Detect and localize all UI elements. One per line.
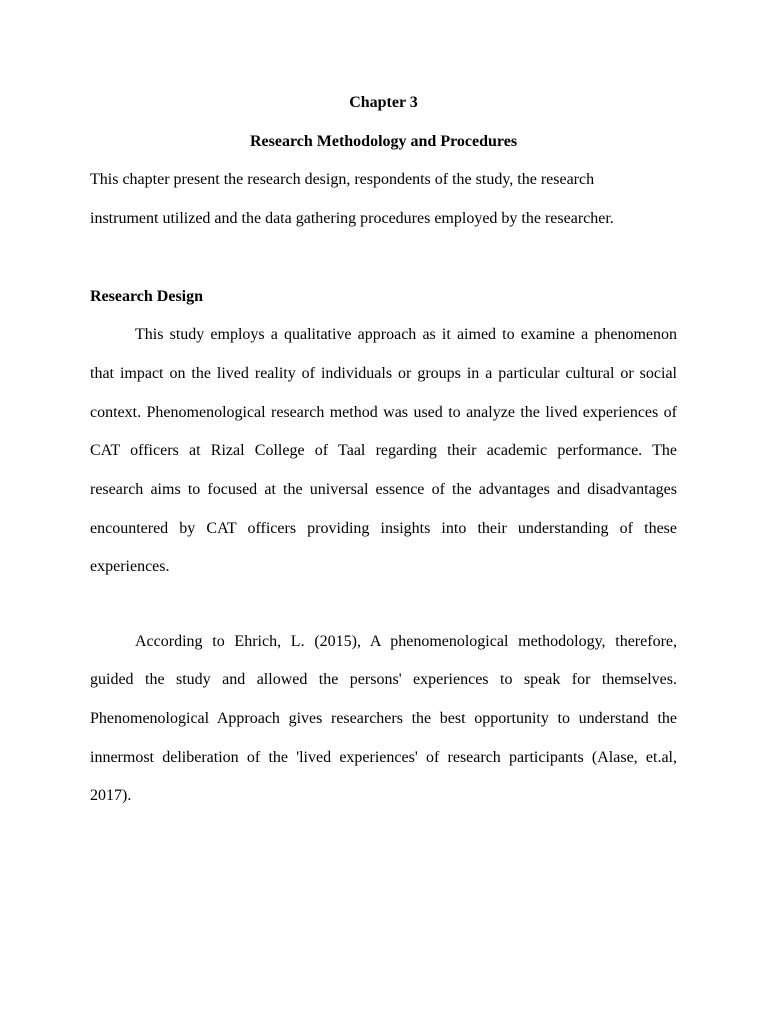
paragraph-line: that impact on the lived reality of individuals or groups in a particular cultural or social: [90, 365, 677, 382]
paragraph-line: CAT officers at Rizal College of Taal regarding their academic performance. The: [90, 442, 677, 459]
section-heading: Research Design: [90, 288, 204, 305]
paragraph-line: This study employs a qualitative approach as it aimed to examine a phenomenon: [135, 326, 677, 343]
intro-line: This chapter present the research design, respondents of the study, the research: [90, 171, 595, 188]
paragraph-line: Phenomenological Approach gives researchers the best opportunity to understand the: [90, 710, 677, 727]
chapter-title: Chapter 3: [349, 94, 418, 111]
paragraph-line: encountered by CAT officers providing insights into their understanding of these: [90, 520, 677, 537]
paragraph-line: experiences.: [90, 558, 170, 575]
paragraph-line: research aims to focused at the universal essence of the advantages and disadvantages: [90, 481, 677, 498]
paragraph-line: innermost deliberation of the 'lived experiences' of research participants (Alase, et.al,: [90, 749, 677, 766]
paragraph-line: 2017).: [90, 787, 132, 804]
paragraph-line: context. Phenomenological research method was used to analyze the lived experiences of: [90, 404, 677, 421]
intro-line: instrument utilized and the data gathering procedures employed by the researcher.: [90, 210, 614, 227]
chapter-subtitle: Research Methodology and Procedures: [249, 133, 518, 150]
paragraph-line: guided the study and allowed the persons' experiences to speak for themselves.: [90, 671, 677, 688]
paragraph-line: According to Ehrich, L. (2015), A phenomenological methodology, therefore,: [135, 633, 677, 650]
